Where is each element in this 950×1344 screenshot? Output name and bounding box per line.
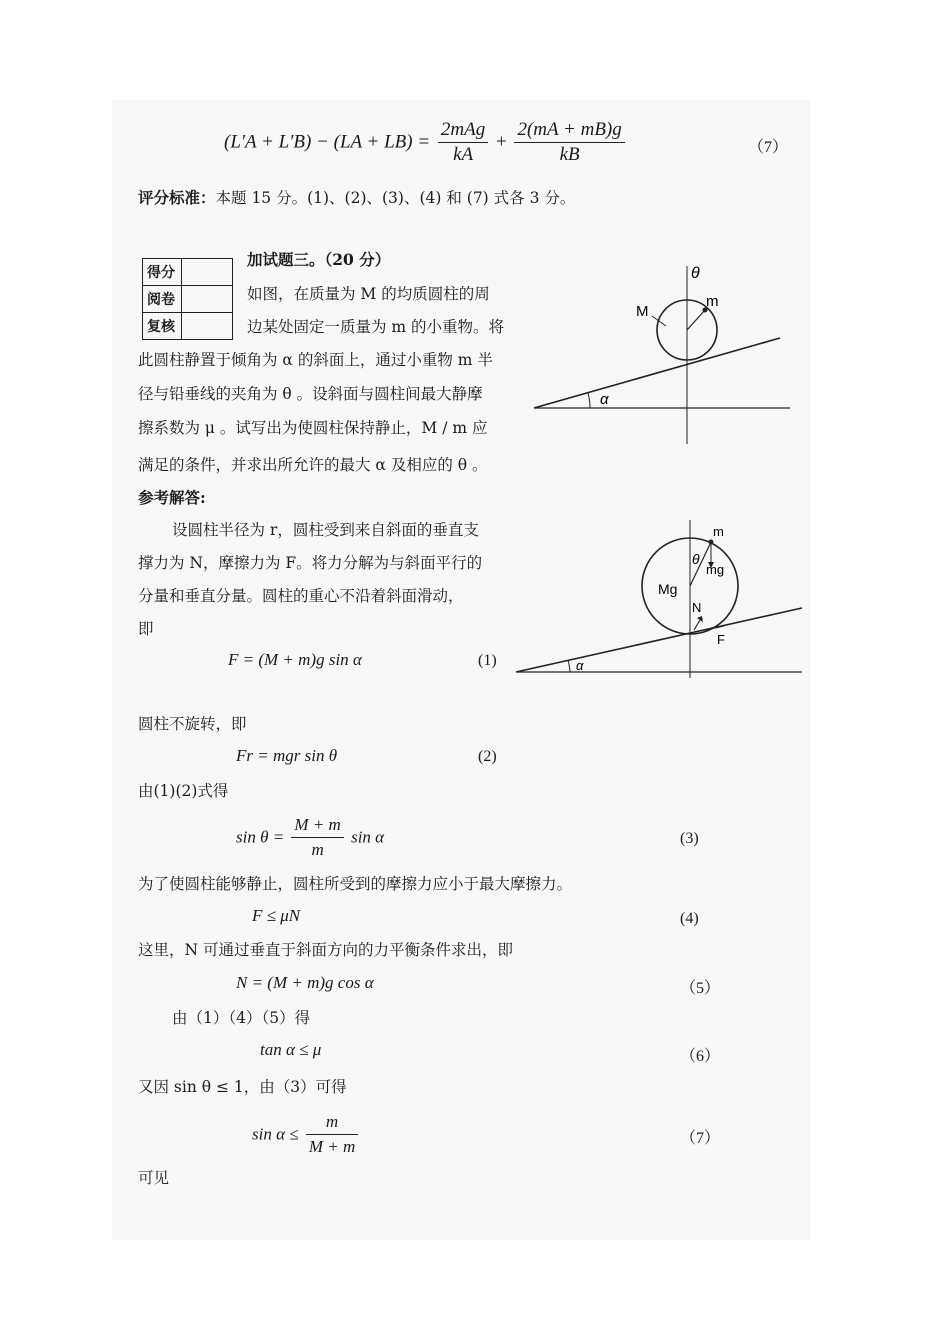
equation-2: Fr = mgr sin θ <box>236 746 338 765</box>
problem-title: 加试题三。（20 分） <box>247 250 391 269</box>
N-label: N <box>692 600 702 615</box>
score-label: 得分 <box>143 259 182 286</box>
header-eq-frac2-den: kB <box>559 144 580 165</box>
problem-line-2: 边某处固定一质量为 m 的小重物。将 <box>247 318 505 336</box>
text-from-1-2: 由(1)(2)式得 <box>138 782 229 800</box>
problem-line-3: 此圆柱静置于倾角为 α 的斜面上，通过小重物 m 半 <box>138 351 493 369</box>
m-label: m <box>713 524 724 539</box>
solution-line-2: 撑力为 N，摩擦力为 F。将力分解为与斜面平行的 <box>138 554 483 572</box>
equation-4-number: (4) <box>680 910 699 927</box>
text-since: 又因 sin θ ≤ 1，由（3）可得 <box>138 1078 347 1096</box>
text-no-rotation: 圆柱不旋转，即 <box>138 715 247 733</box>
header-equation <box>224 118 628 167</box>
equation-6: tan α ≤ μ <box>260 1040 322 1059</box>
Mg-label: Mg <box>658 581 678 597</box>
mg-label: mg <box>706 562 725 577</box>
answer-label: 参考解答: <box>138 488 206 507</box>
equation-7-lhs: sin α ≤ <box>252 1124 299 1144</box>
alpha-label: α <box>600 391 609 408</box>
solution-line-1: 设圆柱半径为 r，圆柱受到来自斜面的垂直支 <box>172 521 479 539</box>
equation-3-numerator: M + m <box>291 813 343 838</box>
header-eq-frac1-den: kA <box>453 144 474 165</box>
equation-4: F ≤ μN <box>252 906 301 925</box>
reviewer-label: 阅卷 <box>143 286 182 313</box>
problem-line-5: 擦系数为 μ 。试写出为使圆柱保持静止，M / m 应 <box>138 419 488 437</box>
header-eq-plus: + <box>496 131 507 153</box>
figure-force-diagram <box>512 518 808 682</box>
alpha-label: α <box>576 658 584 673</box>
equation-5-number: （5） <box>680 980 721 997</box>
equation-3-fraction <box>291 813 343 862</box>
M-label: M <box>636 303 649 320</box>
equation-7-denominator: M + m <box>308 1137 356 1156</box>
header-eq-frac2 <box>514 118 624 167</box>
header-eq-number: （7） <box>748 139 789 156</box>
solution-line-4: 即 <box>138 620 154 638</box>
incline-line <box>534 338 780 408</box>
equation-3-denominator: m <box>311 840 324 859</box>
score-cell <box>182 259 233 286</box>
m-label: m <box>706 293 719 310</box>
equation-3-number: (3) <box>680 830 699 847</box>
problem-line-1: 如图，在质量为 M 的均质圆柱的周 <box>247 285 490 303</box>
checker-cell <box>182 313 233 340</box>
normal-force-arrow <box>694 620 700 630</box>
solution-line-3: 分量和垂直分量。圆柱的重心不沿着斜面滑动， <box>138 587 464 605</box>
equation-3-rhs: sin α <box>351 827 385 847</box>
header-eq-frac1 <box>438 118 488 167</box>
grading-label: 评分标准： <box>138 188 216 207</box>
equation-1: F = (M + m)g sin α <box>228 650 362 669</box>
text-from-1-4-5: 由（1）（4）（5）得 <box>172 1009 311 1027</box>
equation-6-number: （6） <box>680 1048 721 1065</box>
text-static-condition: 为了使圆柱能够静止，圆柱所受到的摩擦力应小于最大摩擦力。 <box>138 875 573 893</box>
figure-cylinder-on-incline <box>528 258 798 448</box>
equation-1-number: (1) <box>478 652 497 669</box>
header-eq-lhs: (L′A + L′B) − (LA + LB) = <box>224 131 431 153</box>
alpha-arc <box>588 393 590 408</box>
incline-line <box>516 608 802 672</box>
text-normal-force: 这里，N 可通过垂直于斜面方向的力平衡条件求出，即 <box>138 941 513 959</box>
reviewer-cell <box>182 286 233 313</box>
equation-2-number: (2) <box>478 748 497 765</box>
radius-to-mass <box>687 310 705 330</box>
equation-7 <box>252 1110 361 1159</box>
grading-line <box>138 188 575 208</box>
header-eq-frac1-num: 2mAg <box>438 118 488 143</box>
header-eq-frac2-num: 2(mA + mB)g <box>514 118 624 143</box>
checker-label: 复核 <box>143 313 182 340</box>
score-table <box>142 258 233 340</box>
equation-3-lhs: sin θ = <box>236 827 285 847</box>
equation-7-fraction <box>306 1110 358 1159</box>
problem-line-4: 径与铅垂线的夹角为 θ 。设斜面与圆柱间最大静摩 <box>138 385 483 403</box>
equation-3 <box>236 813 384 862</box>
theta-label: θ <box>691 265 700 282</box>
equation-5: N = (M + m)g cos α <box>236 973 374 992</box>
problem-line-6: 满足的条件，并求出所允许的最大 α 及相应的 θ 。 <box>138 456 488 474</box>
theta-label: θ <box>692 551 700 567</box>
grading-text: 本题 15 分。(1)、(2)、(3)、(4) 和 (7) 式各 3 分。 <box>215 189 576 207</box>
equation-7-numerator: m <box>306 1110 358 1135</box>
F-label: F <box>717 632 725 647</box>
alpha-arc <box>568 660 570 672</box>
text-visible: 可见 <box>138 1169 170 1187</box>
equation-7-number: （7） <box>680 1130 721 1147</box>
